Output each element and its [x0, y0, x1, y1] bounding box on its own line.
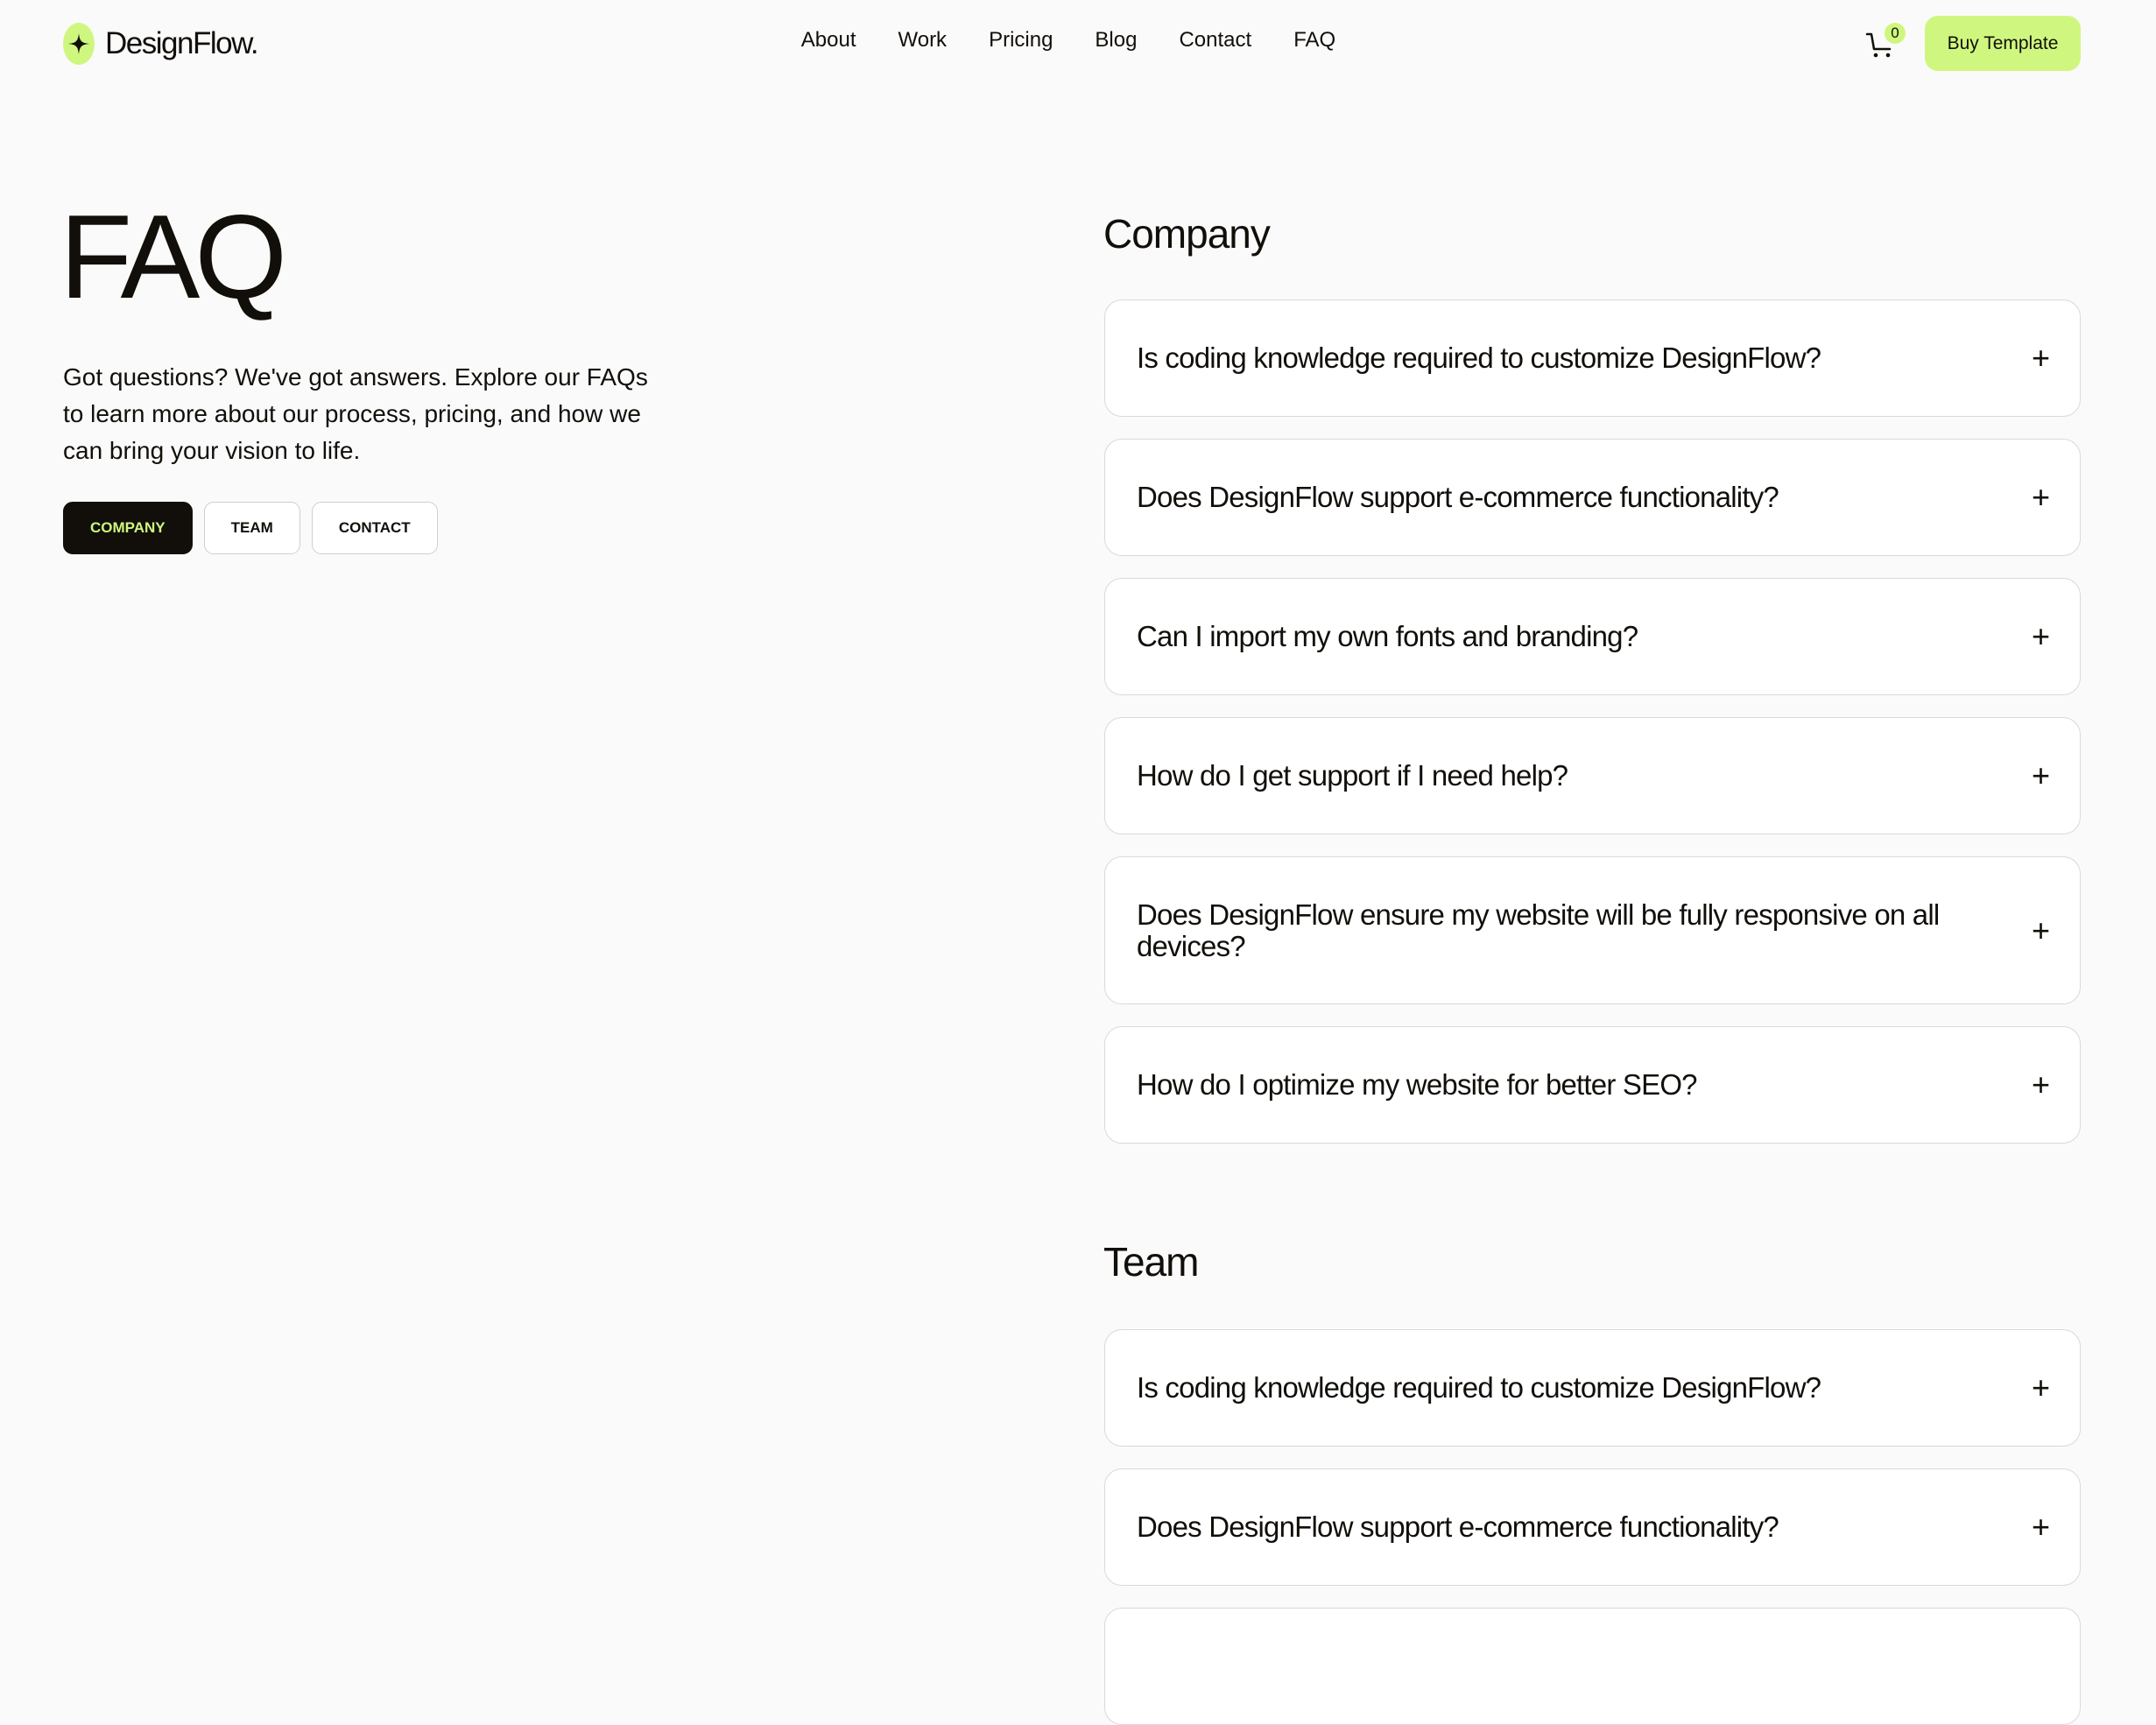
faq-item[interactable]: [1104, 1468, 2081, 1586]
faq-item[interactable]: [1104, 1026, 2081, 1144]
plus-icon: +: [2031, 757, 2050, 793]
buy-template-button[interactable]: Buy Template: [1925, 16, 2081, 71]
filter-contact[interactable]: CONTACT: [312, 502, 438, 554]
main-nav: [0, 28, 2156, 53]
faq-item[interactable]: [1104, 856, 2081, 1004]
faq-item[interactable]: [1104, 439, 2081, 556]
faq-item[interactable]: [1104, 717, 2081, 834]
category-filters: [63, 502, 438, 554]
nav-blog[interactable]: Blog: [1095, 28, 1138, 52]
faq-question: Is coding knowledge required to customize DesignFlow?: [1137, 1371, 1821, 1404]
nav-about[interactable]: About: [800, 28, 856, 52]
page-title: FAQ: [60, 190, 283, 323]
plus-icon: +: [2031, 479, 2050, 515]
nav-contact[interactable]: Contact: [1179, 28, 1252, 52]
faq-list-team: [1104, 1329, 2081, 1725]
faq-question: How do I get support if I need help?: [1137, 759, 1568, 792]
faq-item-partial[interactable]: [1104, 1608, 2081, 1725]
faq-question: Does DesignFlow support e-commerce functionality?: [1137, 481, 1779, 513]
page-description: Got questions? We've got answers. Explore our FAQs to learn more about our process, pricing, and how we can bring your vision to life.: [63, 363, 648, 464]
faq-question: Is coding knowledge required to customize DesignFlow?: [1137, 341, 1821, 374]
section-title-team: Team: [1103, 1239, 1199, 1285]
faq-list-company: [1104, 299, 2081, 1144]
faq-question: How do I optimize my website for better SEO?: [1137, 1068, 1697, 1101]
plus-icon: +: [2031, 1067, 2050, 1102]
faq-question: Does DesignFlow ensure my website will be fully responsive on all devices?: [1137, 898, 1940, 962]
logo[interactable]: [63, 23, 257, 65]
nav-work[interactable]: Work: [898, 28, 948, 52]
logo-text: DesignFlow.: [105, 26, 258, 60]
cart-button[interactable]: [1865, 25, 1904, 60]
plus-icon: +: [2031, 618, 2050, 654]
filter-team[interactable]: TEAM: [204, 502, 300, 554]
nav-faq[interactable]: FAQ: [1293, 28, 1336, 52]
cart-count-badge: 0: [1885, 23, 1906, 44]
plus-icon: +: [2031, 1509, 2050, 1545]
filter-company[interactable]: COMPANY: [63, 502, 193, 554]
section-title-company: Company: [1103, 211, 1270, 257]
faq-question: Does DesignFlow support e-commerce functionality?: [1137, 1510, 1779, 1543]
nav-pricing[interactable]: Pricing: [989, 28, 1053, 52]
faq-item[interactable]: [1104, 1329, 2081, 1447]
faq-item[interactable]: [1104, 578, 2081, 695]
sparkle-icon: [63, 23, 95, 65]
plus-icon: +: [2031, 1369, 2050, 1405]
plus-icon: +: [2031, 912, 2050, 948]
faq-item[interactable]: [1104, 299, 2081, 417]
faq-question: Can I import my own fonts and branding?: [1137, 620, 1638, 652]
plus-icon: +: [2031, 340, 2050, 376]
